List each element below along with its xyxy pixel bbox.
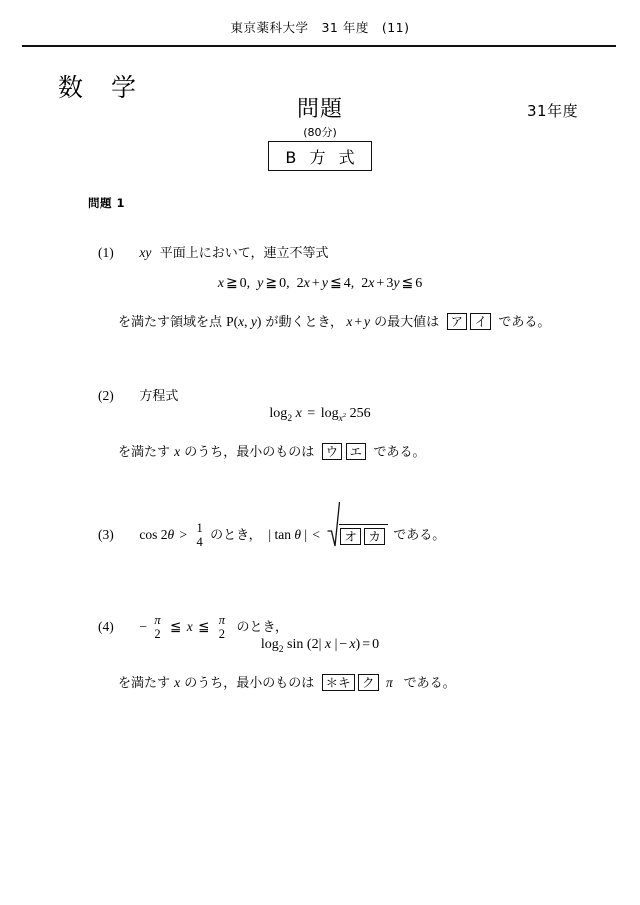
question-1-stem-text: 平面上において，連立不等式 (159, 246, 329, 261)
running-head: 東京薬科大学 31 年度 (11) (230, 20, 410, 35)
question-1-answer-box[interactable] (447, 312, 491, 332)
answer-cell-denominator[interactable]: カ (364, 528, 385, 545)
answer-cell-numerator[interactable]: オ (340, 528, 361, 545)
question-1-answer-lead: を満たす領域を点 (118, 315, 227, 330)
question-2-answer-box[interactable] (322, 442, 366, 462)
answer-cell-numerator[interactable]: ア (447, 313, 468, 330)
question-2-number: (2) (98, 388, 114, 403)
question-2-stem (98, 386, 178, 407)
problem-heading: 問題 1 (88, 196, 126, 210)
question-2-equation: $\log_2 x = \log_{x^2} 256$ (269, 406, 371, 424)
question-4-answer-line: を満たす x のうち，最小のものは ＊キ ク π である。 (118, 673, 456, 694)
question-1-stem (98, 243, 328, 264)
question-3-number: (3) (98, 527, 114, 543)
fraction-numerator: π (218, 613, 226, 627)
radical-vinculum (339, 524, 387, 525)
question-4-equation: $\log_2 \sin (2|$ x | − x) = 0 (260, 637, 380, 655)
fraction-numerator: 1 (196, 521, 203, 535)
one-quarter-fraction (195, 521, 205, 549)
method-badge: B 方 式 (268, 141, 372, 171)
question-4-answer-box[interactable] (322, 673, 379, 693)
fraction-numerator: π (154, 613, 161, 627)
question-1-equation: x ≧ 0, y ≧ 0, 2x + y ≦ 4, 2x + 3y ≦ 6 (217, 276, 423, 291)
year-label: 31年度 (527, 102, 579, 120)
question-1-answer-line: を満たす領域を点 P(x, y) が動くとき， x + y の最大値は ア イ である。 (118, 312, 550, 333)
question-1-answer-tail: である。 (498, 315, 551, 330)
answer-cell-denominator[interactable]: エ (346, 443, 367, 460)
question-1-number: (1) (98, 245, 114, 260)
page-title: 数 学 (58, 73, 146, 102)
question-3-answer-box[interactable] (340, 527, 384, 547)
answer-cell-denominator[interactable]: イ (470, 313, 491, 330)
question-2-stem-text: 方程式 (139, 389, 179, 404)
question-2-answer-tail: である。 (373, 445, 426, 460)
radicand (340, 524, 387, 548)
question-4-stem: (4) − π 2 ≦ x ≦ π 2 のとき， (98, 613, 289, 641)
fraction-denominator: 2 (218, 627, 226, 641)
question-2-answer-line: を満たす x のうち，最小のものは ウ エ である。 (118, 442, 425, 463)
question-3-line: (3) cos 2θ > 1 4 のとき， | tan θ | < オ カ である。 (98, 522, 445, 550)
question-3-answer-tail: である。 (393, 528, 446, 544)
answer-cell-numerator[interactable]: ＊キ (322, 674, 355, 691)
question-4-answer-tail: である。 (403, 676, 456, 691)
square-root-group (327, 524, 387, 548)
question-4-answer-unit: π (385, 675, 393, 690)
fraction-denominator: 4 (196, 535, 203, 549)
question-1-variable: xy (139, 245, 152, 260)
paper-title: 問題 (296, 97, 343, 122)
duration-label: (80分) (303, 126, 337, 139)
answer-cell-numerator[interactable]: ウ (322, 443, 343, 460)
question-4-number: (4) (98, 619, 114, 635)
answer-cell-denominator[interactable]: ク (358, 674, 379, 691)
fraction-denominator: 2 (154, 627, 161, 641)
header-divider (22, 45, 616, 47)
